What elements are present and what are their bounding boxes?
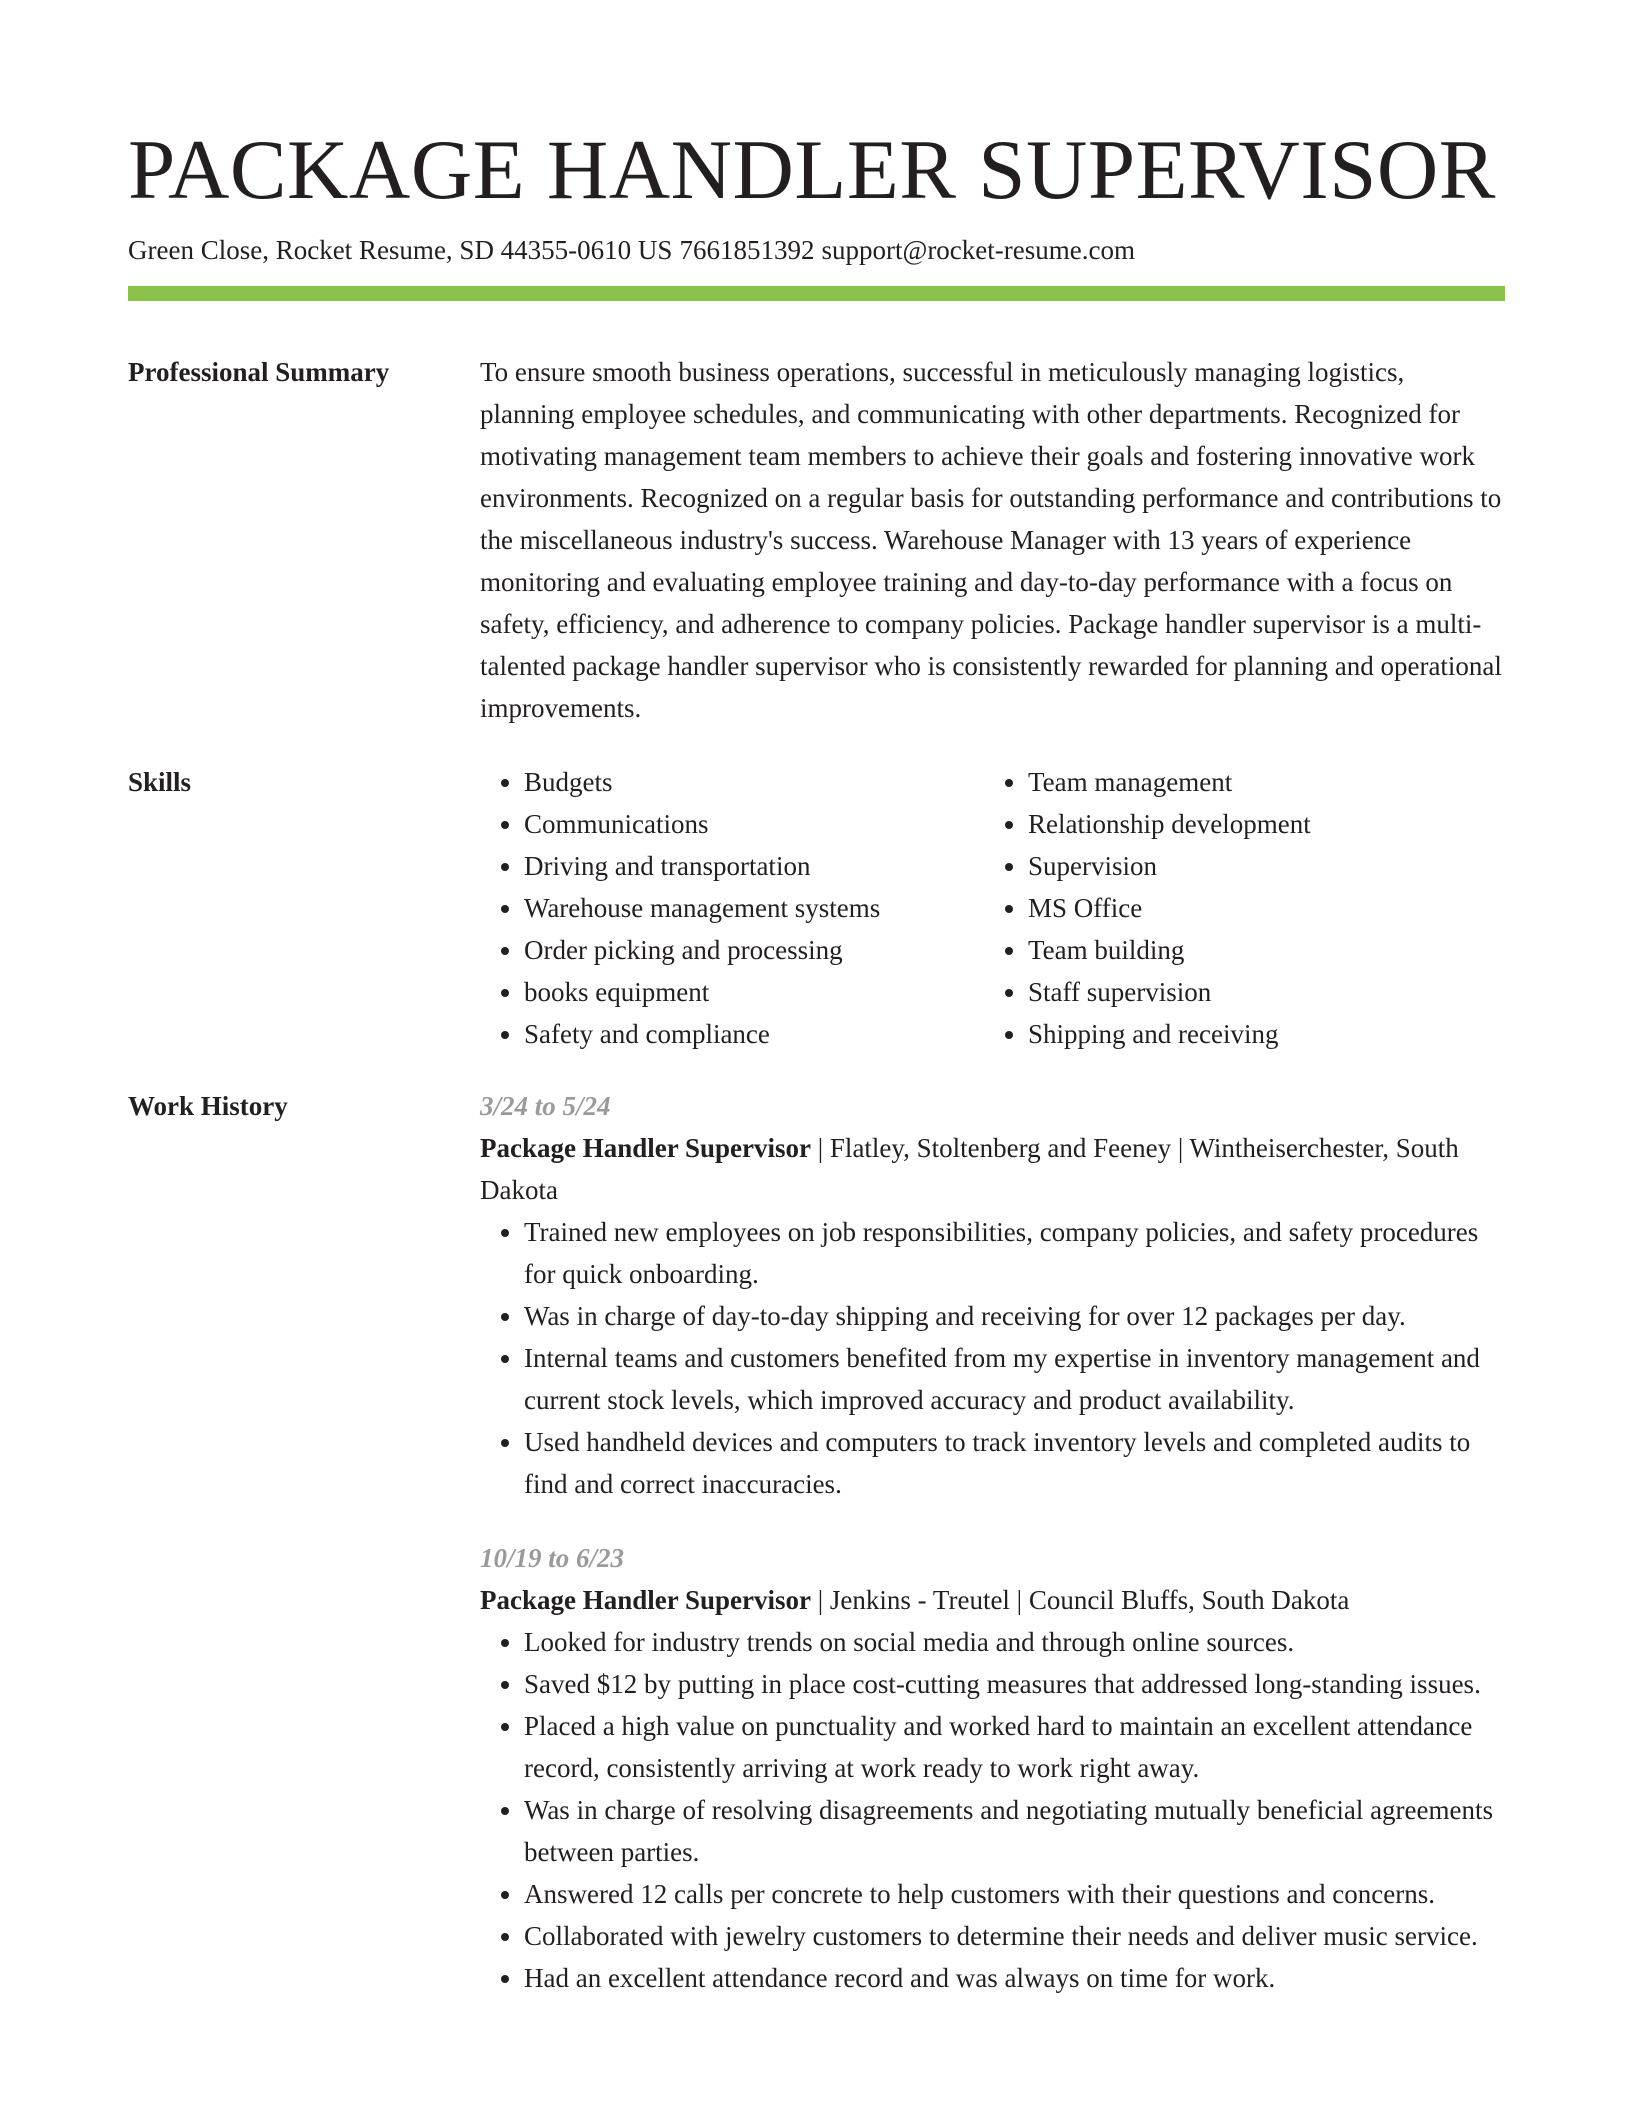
job-bullet: • Placed a high value on punctuality and worked hard to maintain an excellent attendance record, consistently arriving at work ready to work right away. xyxy=(524,1705,1505,1789)
skill-item: • Safety and compliance xyxy=(524,1013,984,1055)
contact-line xyxy=(128,232,1505,268)
summary-text: To ensure smooth business operations, successful in meticulously managing logistics, planning employee schedules, and communicating with other departments. Recognized for motivating management team members to achieve their goals and fostering innovative work environments. Recognized on a regular basis for outstanding performance and contributions to the miscellaneous industry's success. Warehouse Manager with 13 years of experience monitoring and evaluating employee training and day-to-day performance with a focus on safety, efficiency, and adherence to company policies. Package handler supervisor is a multi-talented package handler supervisor who is consistently rewarded for planning and operational improvements. xyxy=(480,357,1502,723)
contact-address: Green Close, Rocket Resume, SD 44355-0610 US xyxy=(128,235,673,265)
skills-heading: Skills xyxy=(128,767,192,797)
skills-list-right xyxy=(984,761,1311,1055)
job-bullet: • Had an excellent attendance record and was always on time for work. xyxy=(524,1957,1505,1999)
skill-item: • books equipment xyxy=(524,971,984,1013)
work-history-heading: Work History xyxy=(128,1091,288,1121)
skill-item: • Team building xyxy=(1028,929,1311,971)
summary-section xyxy=(128,351,1505,729)
work-history-section xyxy=(128,1085,1505,1999)
skills-body xyxy=(480,761,1505,1055)
contact-email: support@rocket-resume.com xyxy=(821,235,1135,265)
skill-item: • Supervision xyxy=(1028,845,1311,887)
skill-item: • Communications xyxy=(524,803,984,845)
job-bullet: • Answered 12 calls per concrete to help customers with their questions and concerns. xyxy=(524,1873,1505,1915)
job-bullet: • Collaborated with jewelry customers to determine their needs and deliver music service. xyxy=(524,1915,1505,1957)
skill-item: • Shipping and receiving xyxy=(1028,1013,1311,1055)
job-title: Package Handler Supervisor xyxy=(480,1585,812,1615)
job-bullet: • Saved $12 by putting in place cost-cutting measures that addressed long-standing issues. xyxy=(524,1663,1505,1705)
job-bullets xyxy=(480,1211,1505,1505)
job-bullets xyxy=(480,1621,1505,1999)
job-title: Package Handler Supervisor xyxy=(480,1133,812,1163)
job-bullet: • Was in charge of day-to-day shipping and receiving for over 12 packages per day. xyxy=(524,1295,1505,1337)
resume-name: PACKAGE HANDLER SUPERVISOR xyxy=(128,123,1496,217)
summary-heading: Professional Summary xyxy=(128,357,390,387)
skill-item: • Driving and transportation xyxy=(524,845,984,887)
job-details: | Flatley, Stoltenberg and Feeney | Wintheiserchester, South Dakota xyxy=(480,1133,1459,1205)
skill-item: • Budgets xyxy=(524,761,984,803)
job-heading xyxy=(480,1579,1505,1621)
skill-item: • Team management xyxy=(1028,761,1311,803)
skill-item: • Order picking and processing xyxy=(524,929,984,971)
job-entry xyxy=(480,1085,1505,1505)
resume-page xyxy=(128,0,1505,1999)
job-bullet: • Internal teams and customers benefited from my expertise in inventory management and current stock levels, which improved accuracy and product availability. xyxy=(524,1337,1505,1421)
skill-item: • MS Office xyxy=(1028,887,1311,929)
skills-section xyxy=(128,761,1505,1055)
job-details: | Jenkins - Treutel | Council Bluffs, South Dakota xyxy=(811,1585,1350,1615)
job-dates: 10/19 to 6/23 xyxy=(480,1543,625,1573)
work-history-body xyxy=(480,1085,1505,1999)
summary-body xyxy=(480,351,1505,729)
header-divider xyxy=(128,286,1505,301)
skill-item: • Warehouse management systems xyxy=(524,887,984,929)
job-dates: 3/24 to 5/24 xyxy=(480,1091,611,1121)
job-bullet: • Used handheld devices and computers to track inventory levels and completed audits to find and correct inaccuracies. xyxy=(524,1421,1505,1505)
skills-list-left xyxy=(480,761,984,1055)
job-entry xyxy=(480,1537,1505,1999)
contact-phone: 7661851392 xyxy=(679,235,815,265)
job-bullet: • Trained new employees on job responsibilities, company policies, and safety procedures for quick onboarding. xyxy=(524,1211,1505,1295)
skill-item: • Relationship development xyxy=(1028,803,1311,845)
skill-item: • Staff supervision xyxy=(1028,971,1311,1013)
job-bullet: • Was in charge of resolving disagreements and negotiating mutually beneficial agreements between parties. xyxy=(524,1789,1505,1873)
job-bullet: • Looked for industry trends on social media and through online sources. xyxy=(524,1621,1505,1663)
job-heading xyxy=(480,1127,1505,1211)
